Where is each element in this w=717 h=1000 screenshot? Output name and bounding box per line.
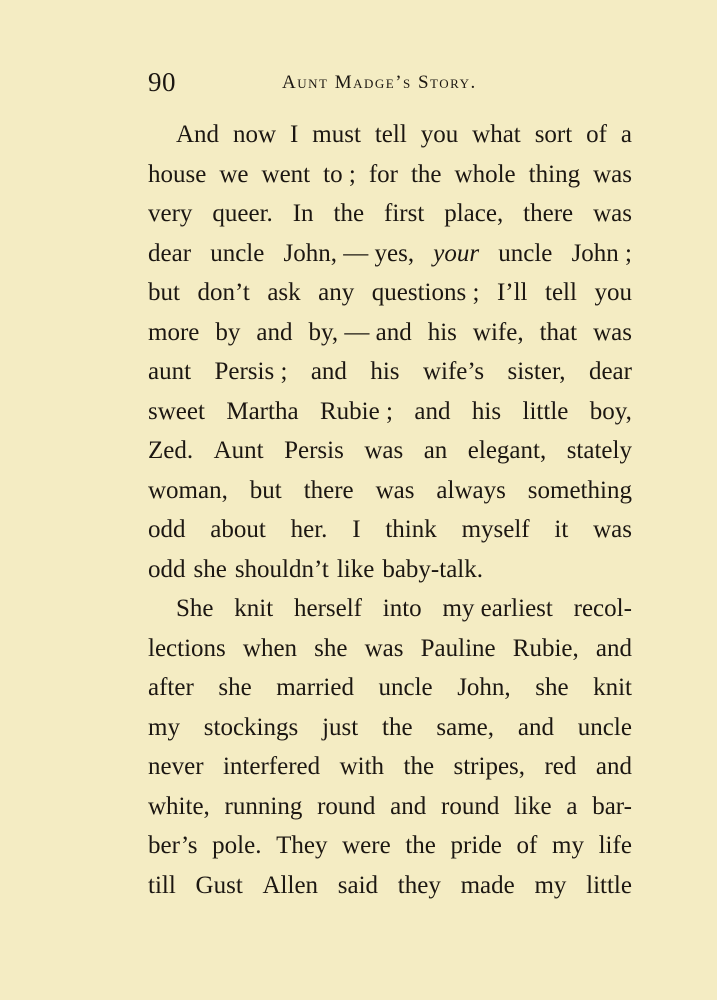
- word: always: [436, 476, 506, 504]
- word: ber’s: [148, 832, 198, 859]
- word: uncle: [378, 674, 433, 701]
- text-line: [148, 313, 632, 353]
- word: odd: [148, 555, 186, 583]
- word: with: [339, 753, 385, 780]
- word: till: [148, 871, 176, 899]
- word: myself: [461, 516, 530, 543]
- word: bar-: [592, 792, 632, 820]
- word: was: [375, 476, 415, 504]
- running-title: Aunt Madge’s Story.: [282, 72, 477, 93]
- word: interfered: [222, 753, 321, 780]
- word: was: [364, 437, 404, 464]
- word: sort: [534, 121, 573, 148]
- word: and: [390, 792, 427, 820]
- word: elegant,: [467, 437, 547, 464]
- paragraph: [148, 589, 632, 905]
- word: think: [385, 516, 437, 543]
- word: tell: [545, 279, 577, 306]
- word: whole: [454, 160, 516, 188]
- paragraph: [148, 115, 632, 589]
- text-line: [148, 234, 632, 274]
- text-line: [148, 550, 632, 590]
- word: They: [276, 832, 328, 859]
- word: for: [368, 160, 398, 188]
- word: Allen: [262, 871, 319, 899]
- word: pride: [450, 832, 502, 859]
- word: round: [317, 792, 376, 820]
- word: the: [410, 160, 442, 188]
- word: stripes,: [453, 753, 526, 780]
- word: red: [544, 753, 577, 780]
- word: by, — and: [308, 318, 412, 346]
- word: married: [276, 674, 354, 701]
- word: there: [303, 476, 354, 504]
- word: now: [233, 121, 277, 148]
- word: my earliest: [442, 595, 553, 622]
- word: little: [586, 871, 632, 899]
- word: a: [620, 121, 632, 148]
- word: lections: [148, 634, 226, 662]
- word: like: [336, 555, 375, 583]
- word: don’t: [197, 279, 250, 306]
- word: very: [148, 200, 193, 227]
- word: a: [566, 792, 578, 820]
- word: that: [539, 318, 578, 346]
- word: after: [148, 674, 194, 701]
- word: life: [598, 832, 632, 859]
- word: she: [193, 555, 227, 583]
- word: his: [370, 358, 400, 385]
- text-line: [148, 826, 632, 866]
- word: and: [414, 397, 451, 425]
- word: white,: [148, 792, 210, 820]
- word: she: [218, 674, 252, 701]
- word: wife,: [472, 318, 524, 346]
- word: uncle: [210, 239, 265, 267]
- word: knit: [593, 674, 632, 701]
- word: must: [312, 121, 361, 148]
- word: was: [364, 634, 404, 662]
- word: you: [594, 279, 632, 306]
- word: what: [472, 121, 521, 148]
- word: boy,: [589, 397, 632, 425]
- word: pole.: [212, 832, 262, 859]
- word: was: [593, 318, 632, 346]
- word: was: [593, 516, 632, 543]
- word: aunt: [148, 358, 192, 385]
- word: round: [441, 792, 500, 820]
- text-line: [148, 787, 632, 827]
- word: odd: [148, 516, 186, 543]
- word: Persis: [284, 437, 344, 464]
- word: queer.: [212, 200, 273, 227]
- text-line: [148, 155, 632, 195]
- word: In: [292, 200, 314, 227]
- body-text: [148, 115, 632, 905]
- word: my: [552, 832, 584, 859]
- word: And: [176, 121, 220, 148]
- word: same,: [436, 713, 495, 741]
- word: Rubie ;: [320, 397, 393, 425]
- word: place,: [444, 200, 504, 227]
- word: said: [337, 871, 379, 899]
- word: went: [261, 160, 311, 188]
- word: ask: [267, 279, 301, 306]
- word: the: [333, 200, 365, 227]
- running-header: [148, 62, 588, 102]
- word: knit: [234, 595, 274, 622]
- word: Rubie,: [512, 634, 579, 662]
- word: dear: [148, 239, 192, 267]
- word: you: [420, 121, 459, 148]
- word: it: [554, 516, 569, 543]
- word: were: [342, 832, 391, 859]
- word: John ;: [571, 239, 632, 267]
- text-line: [148, 668, 632, 708]
- word: they: [397, 871, 441, 899]
- word: she: [314, 634, 348, 662]
- word: she: [535, 674, 569, 701]
- word: but: [249, 476, 282, 504]
- word: tell: [374, 121, 407, 148]
- word: something: [527, 476, 632, 504]
- word: Aunt: [213, 437, 264, 464]
- word: running: [224, 792, 303, 820]
- word: was: [593, 160, 632, 188]
- word: the: [403, 753, 435, 780]
- word: baby-talk.: [382, 555, 483, 583]
- word: about: [210, 516, 266, 543]
- word: and: [310, 358, 347, 385]
- word: She: [176, 595, 214, 622]
- word: his: [471, 397, 502, 425]
- word: just: [322, 713, 359, 741]
- word: any: [318, 279, 355, 306]
- word: Gust: [195, 871, 243, 899]
- word: never: [148, 753, 204, 780]
- word: I: [352, 516, 361, 543]
- word: and: [517, 713, 554, 741]
- word: but: [148, 279, 180, 306]
- word: I’ll: [496, 279, 528, 306]
- word: my: [534, 871, 567, 899]
- word: recol-: [573, 595, 632, 622]
- word: her.: [290, 516, 328, 543]
- word: his: [427, 318, 457, 346]
- word: dear: [588, 358, 632, 385]
- word: and: [256, 318, 293, 346]
- word: an: [423, 437, 448, 464]
- word: there: [523, 200, 574, 227]
- word: sister,: [507, 358, 566, 385]
- emphasized-word: your: [433, 239, 480, 267]
- word: wife’s: [422, 358, 485, 385]
- word: of: [586, 121, 607, 148]
- text-line: [148, 115, 632, 155]
- word: little: [522, 397, 569, 425]
- word: Zed.: [148, 437, 194, 464]
- word: sweet: [148, 397, 205, 425]
- word: my: [148, 713, 180, 741]
- word: uncle: [498, 239, 553, 267]
- word: Persis ;: [214, 358, 288, 385]
- word: and: [595, 753, 632, 780]
- word: when: [242, 634, 298, 662]
- word: made: [460, 871, 515, 899]
- word: by: [215, 318, 241, 346]
- word: was: [593, 200, 632, 227]
- word: uncle: [577, 713, 632, 741]
- word: into: [382, 595, 422, 622]
- text-line: [148, 431, 632, 471]
- word: house: [148, 160, 207, 188]
- text-line: [148, 510, 632, 550]
- word: herself: [293, 595, 362, 622]
- word: John, — yes,: [283, 239, 415, 267]
- text-line: [148, 471, 632, 511]
- word: stately: [566, 437, 632, 464]
- word: the: [405, 832, 436, 859]
- text-line: [148, 392, 632, 432]
- text-line: [148, 273, 632, 313]
- word: more: [148, 318, 200, 346]
- word: shouldn’t: [234, 555, 329, 583]
- text-line: [148, 589, 632, 629]
- word: stockings: [203, 713, 299, 741]
- text-line: [148, 352, 632, 392]
- word: I: [290, 121, 299, 148]
- word: thing: [528, 160, 581, 188]
- word: first: [384, 200, 425, 227]
- word: like: [514, 792, 552, 820]
- text-line: [148, 194, 632, 234]
- text-line: [148, 747, 632, 787]
- text-line: [148, 629, 632, 669]
- word: we: [219, 160, 249, 188]
- word: woman,: [148, 476, 228, 504]
- word: Martha: [226, 397, 299, 425]
- word: and: [595, 634, 632, 662]
- text-line: [148, 866, 632, 906]
- word: of: [516, 832, 538, 859]
- word: Pauline: [420, 634, 496, 662]
- word: John,: [457, 674, 511, 701]
- page-number: 90: [148, 67, 176, 97]
- text-line: [148, 708, 632, 748]
- word: questions ;: [371, 279, 480, 306]
- word: the: [382, 713, 413, 741]
- word: to ;: [323, 160, 356, 188]
